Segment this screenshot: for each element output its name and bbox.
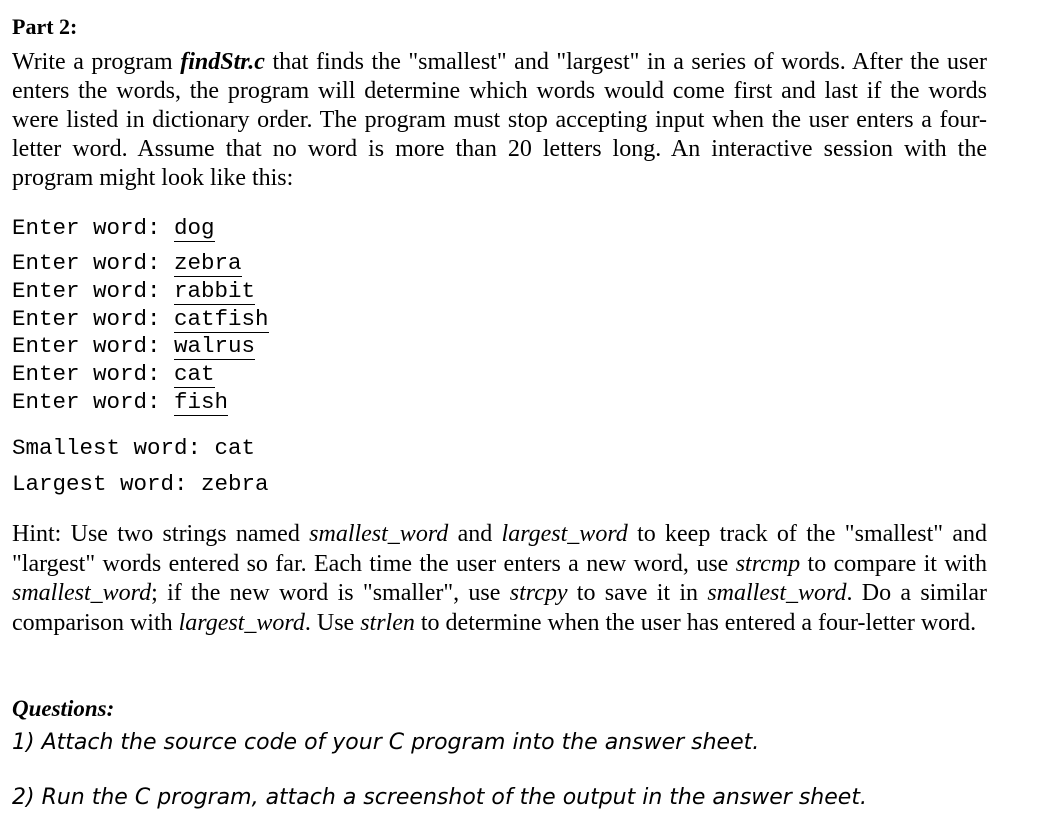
- session-prompt: Enter word:: [12, 361, 175, 387]
- hint-text: . Do a similar comparison with: [12, 580, 987, 636]
- questions-title: Questions:: [12, 696, 115, 721]
- intro-paragraph: [12, 48, 987, 193]
- smallest-result: [12, 435, 255, 461]
- session-line: [12, 278, 255, 304]
- program-filename: findStr.c: [180, 49, 265, 75]
- var-largest-word: largest_word: [501, 521, 628, 547]
- session-prompt: Enter word:: [12, 215, 175, 241]
- smallest-label: Smallest word:: [12, 435, 215, 461]
- session-entry: zebra: [174, 250, 242, 276]
- session-entry: dog: [174, 215, 215, 241]
- smallest-value: cat: [214, 435, 256, 461]
- var-smallest-word: smallest_word: [12, 580, 152, 606]
- session-prompt: Enter word:: [12, 250, 175, 276]
- hint-text: to determine when the user has entered a four-letter word.: [414, 609, 977, 636]
- question-2: 2) Run the C program, attach a screenshot of the output in the answer sheet.: [12, 785, 867, 810]
- session-prompt: Enter word:: [12, 306, 175, 332]
- session-line: [12, 215, 215, 241]
- intro-text-1: Write a program: [12, 49, 181, 75]
- session-entry: catfish: [174, 306, 269, 332]
- func-strlen: strlen: [360, 609, 415, 636]
- session-entry: walrus: [174, 333, 256, 359]
- session-line: [12, 389, 228, 415]
- intro-text-2: that finds the "smallest" and "largest" in a series of words. After the user enters the words, the program will determine which words would come first and last if the words were listed in dictionary order. The program must stop accepting input when the user enters a four-letter word. Assume that no word is more than 20 letters long. An interactive session with the program might look like this:: [12, 49, 987, 191]
- session-line: [12, 250, 242, 276]
- hint-text: ; if the new word is "smaller", use: [151, 580, 510, 606]
- largest-result: [12, 471, 269, 497]
- hint-text: to keep track of the "smallest" and "largest" words entered so far. Each time the user enters a new word, use: [12, 521, 988, 577]
- hint-text: . Use: [304, 609, 361, 636]
- session-prompt: Enter word:: [12, 333, 175, 359]
- largest-value: zebra: [201, 471, 269, 497]
- func-strcpy: strcpy: [509, 580, 568, 606]
- hint-paragraph: [12, 520, 987, 638]
- largest-label: Largest word:: [12, 471, 202, 497]
- session-line: [12, 361, 215, 387]
- hint-text: to save it in: [567, 580, 708, 606]
- session-entry: cat: [174, 361, 215, 387]
- hint-text: and: [448, 521, 502, 547]
- var-largest-word: largest_word: [178, 609, 305, 636]
- session-entry: fish: [174, 389, 229, 415]
- hint-text: to compare it with: [800, 550, 988, 577]
- session-prompt: Enter word:: [12, 389, 175, 415]
- session-line: [12, 306, 269, 332]
- hint-text: Hint: Use two strings named: [12, 521, 310, 547]
- question-1: 1) Attach the source code of your C program into the answer sheet.: [12, 730, 760, 755]
- session-entry: rabbit: [174, 278, 256, 304]
- var-smallest-word: smallest_word: [309, 521, 449, 547]
- var-smallest-word: smallest_word: [707, 580, 847, 606]
- part-heading: Part 2:: [12, 14, 78, 39]
- session-prompt: Enter word:: [12, 278, 175, 304]
- session-line: [12, 333, 255, 359]
- func-strcmp: strcmp: [735, 550, 801, 577]
